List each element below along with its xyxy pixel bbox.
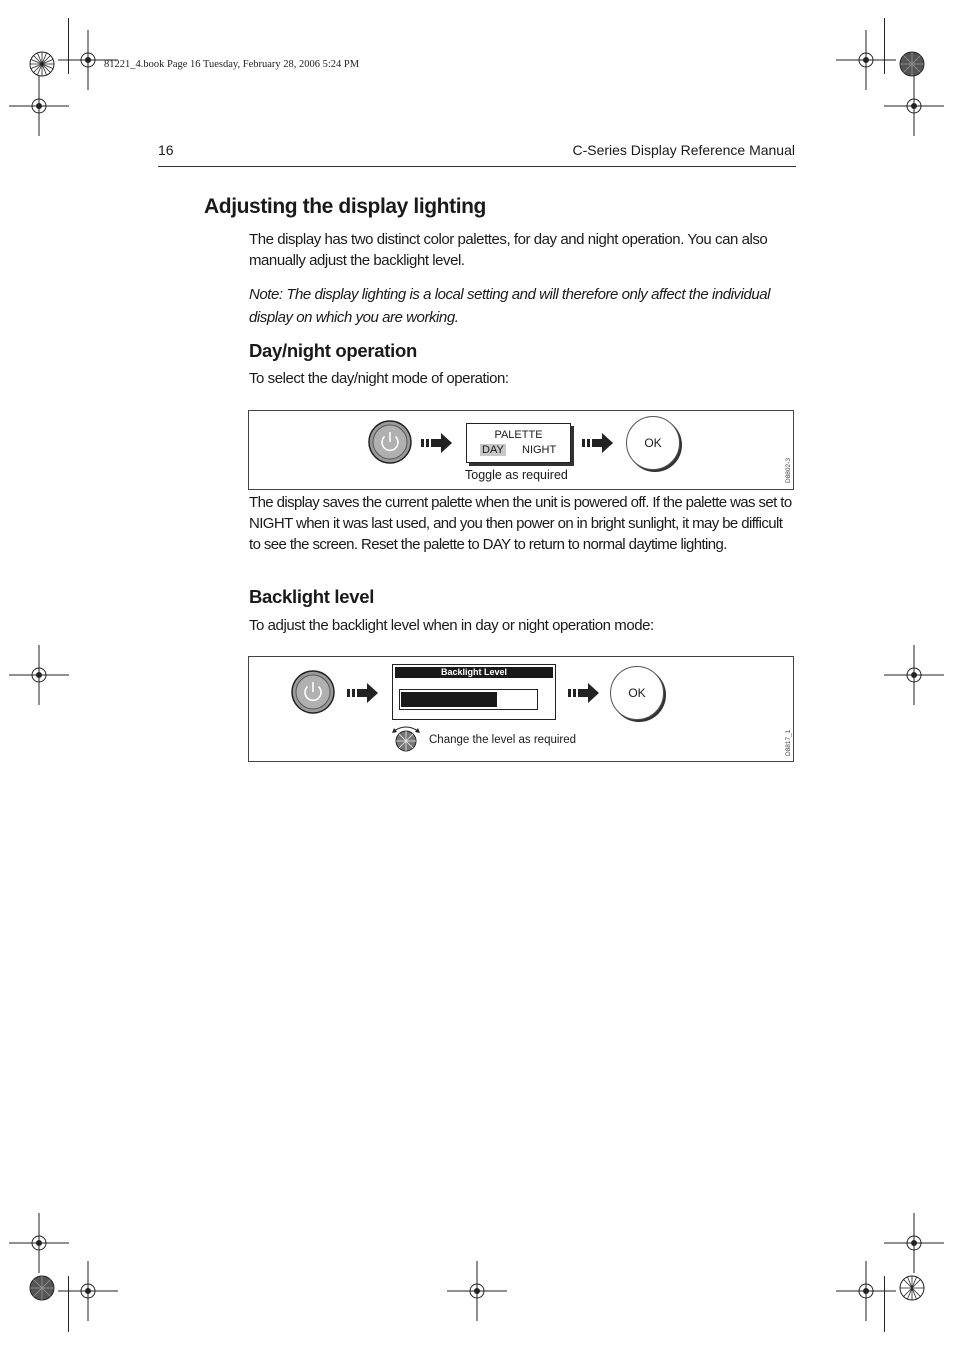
power-button-icon bbox=[368, 420, 416, 468]
arrow-right-icon bbox=[582, 432, 616, 454]
palette-screen-title: PALETTE bbox=[494, 429, 543, 441]
backlight-caption: Change the level as required bbox=[429, 734, 577, 746]
figure-id: D8802-3 bbox=[785, 458, 792, 483]
backlight-instruction: To adjust the backlight level when in day or night operation mode: bbox=[249, 617, 654, 634]
palette-figure bbox=[248, 410, 794, 490]
crosshair-mark-icon bbox=[836, 1261, 896, 1321]
figure-id: D8817_1 bbox=[785, 729, 792, 756]
arrow-right-icon bbox=[347, 682, 381, 704]
book-info: 81221_4.book Page 16 Tuesday, February 28, 2006 5:24 PM bbox=[104, 59, 360, 70]
crop-mark bbox=[884, 1276, 885, 1332]
crosshair-mark-icon bbox=[884, 645, 944, 705]
crop-mark bbox=[884, 18, 885, 74]
backlight-screen-title: Backlight Level bbox=[395, 667, 553, 678]
crosshair-mark-icon bbox=[58, 1261, 118, 1321]
crop-mark bbox=[68, 18, 69, 74]
page-number: 16 bbox=[158, 142, 174, 158]
crosshair-mark-icon bbox=[447, 1261, 507, 1321]
palette-option-night: NIGHT bbox=[522, 444, 557, 456]
crosshair-mark-icon bbox=[9, 645, 69, 705]
arrow-right-icon bbox=[568, 682, 602, 704]
palette-screen bbox=[466, 423, 571, 463]
backlight-screen bbox=[392, 664, 556, 720]
arrow-right-icon bbox=[421, 432, 455, 454]
backlight-heading: Backlight level bbox=[249, 586, 375, 607]
crosshair-mark-icon bbox=[9, 76, 69, 136]
backlight-level-fill bbox=[401, 692, 497, 707]
rotary-knob-icon bbox=[390, 724, 422, 752]
crosshair-mark-icon bbox=[884, 76, 944, 136]
header-rule bbox=[158, 166, 796, 167]
section-title: Adjusting the display lighting bbox=[204, 195, 486, 218]
ok-button: OK bbox=[626, 416, 680, 470]
day-night-heading: Day/night operation bbox=[249, 340, 417, 361]
palette-caption: Toggle as required bbox=[465, 468, 568, 482]
crop-mark bbox=[68, 1276, 69, 1332]
backlight-figure bbox=[248, 656, 794, 762]
palette-body-paragraph: The display saves the current palette when the unit is powered off. If the palette was set to NIGHT when it was last used, and you then power on in bright sunlight, it may be difficult to see the screen. Reset the palette to DAY to return to normal daytime lighting. bbox=[249, 494, 792, 553]
note-paragraph: Note: The display lighting is a local setting and will therefore only affect the individual display on which you are working. bbox=[249, 286, 771, 326]
day-night-instruction: To select the day/night mode of operation: bbox=[249, 370, 509, 387]
ok-button: OK bbox=[610, 666, 664, 720]
power-button-icon bbox=[291, 670, 339, 718]
intro-paragraph: The display has two distinct color palettes, for day and night operation. You can also manually adjust the backlight level. bbox=[249, 231, 768, 269]
palette-option-day: DAY bbox=[482, 444, 504, 456]
manual-title: C-Series Display Reference Manual bbox=[572, 142, 795, 158]
backlight-level-bar bbox=[399, 689, 538, 710]
